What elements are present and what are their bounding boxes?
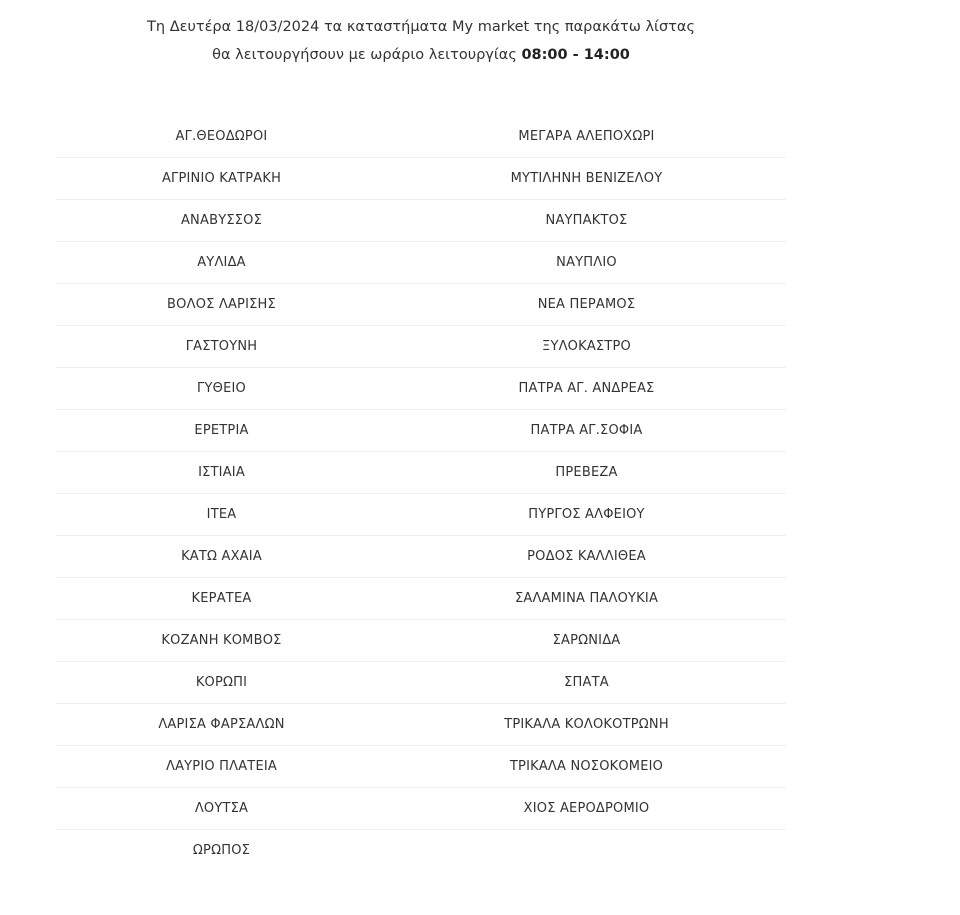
store-name: ΡΟΔΟΣ ΚΑΛΛΙΘΕΑ — [387, 536, 786, 578]
store-name: ΓΥΘΕΙΟ — [56, 368, 387, 410]
announcement-line-1: Τη Δευτέρα 18/03/2024 τα καταστήματα My market της παρακάτω λίστας — [147, 19, 695, 35]
store-name: ΓΑΣΤΟΥΝΗ — [56, 326, 387, 368]
store-name: ΩΡΩΠΟΣ — [192, 843, 251, 858]
announcement-line-2-text: θα λειτουργήσουν με ωράριο λειτουργίας — [212, 47, 522, 63]
store-name: ΜΕΓΑΡΑ ΑΛΕΠΟΧΩΡΙ — [387, 116, 786, 158]
table-row — [56, 578, 786, 620]
announcement-line-2 — [0, 41, 842, 69]
store-name: ΚΑΤΩ ΑΧΑΙΑ — [56, 536, 387, 578]
store-list-table — [56, 116, 786, 871]
store-name: ΣΑΛΑΜΙΝΑ ΠΑΛΟΥΚΙΑ — [387, 578, 786, 620]
store-name: ΚΕΡΑΤΕΑ — [56, 578, 387, 620]
table-row — [56, 662, 786, 704]
store-name: ΒΟΛΟΣ ΛΑΡΙΣΗΣ — [56, 284, 387, 326]
table-row — [56, 536, 786, 578]
store-name: ΛΑΥΡΙΟ ΠΛΑΤΕΙΑ — [56, 746, 387, 788]
store-name: ΝΑΥΠΛΙΟ — [387, 242, 786, 284]
store-name: ΚΟΡΩΠΙ — [56, 662, 387, 704]
store-name: ΤΡΙΚΑΛΑ ΚΟΛΟΚΟΤΡΩΝΗ — [387, 704, 786, 746]
store-name: ΝΕΑ ΠΕΡΑΜΟΣ — [387, 284, 786, 326]
store-name: ΙΣΤΙΑΙΑ — [56, 452, 387, 494]
table-row — [56, 704, 786, 746]
store-name: ΑΓ.ΘΕΟΔΩΡΟΙ — [56, 116, 387, 158]
store-name: ΙΤΕΑ — [56, 494, 387, 536]
store-name: ΑΓΡΙΝΙΟ ΚΑΤΡΑΚΗ — [56, 158, 387, 200]
store-name: ΣΑΡΩΝΙΔΑ — [387, 620, 786, 662]
table-row — [56, 830, 786, 872]
table-row — [56, 410, 786, 452]
store-name: ΛΑΡΙΣΑ ΦΑΡΣΑΛΩΝ — [56, 704, 387, 746]
store-name: ΠΑΤΡΑ ΑΓ. ΑΝΔΡΕΑΣ — [387, 368, 786, 410]
store-name: ΜΥΤΙΛΗΝΗ ΒΕΝΙΖΕΛΟΥ — [387, 158, 786, 200]
table-row — [56, 494, 786, 536]
store-name-empty — [387, 830, 786, 872]
store-name: ΠΥΡΓΟΣ ΑΛΦΕΙΟΥ — [387, 494, 786, 536]
store-name: ΠΡΕΒΕΖΑ — [387, 452, 786, 494]
table-row — [56, 158, 786, 200]
table-row — [56, 116, 786, 158]
table-row — [56, 368, 786, 410]
table-row — [56, 242, 786, 284]
table-row — [56, 746, 786, 788]
table-row — [56, 284, 786, 326]
store-name: ΕΡΕΤΡΙΑ — [56, 410, 387, 452]
table-row — [56, 200, 786, 242]
table-row — [56, 326, 786, 368]
store-name: ΑΝΑΒΥΣΣΟΣ — [56, 200, 387, 242]
store-name: ΧΙΟΣ ΑΕΡΟΔΡΟΜΙΟ — [387, 788, 786, 830]
store-name: ΛΟΥΤΣΑ — [56, 788, 387, 830]
table-row — [56, 620, 786, 662]
store-name: ΞΥΛΟΚΑΣΤΡΟ — [387, 326, 786, 368]
store-name: ΠΑΤΡΑ ΑΓ.ΣΟΦΙΑ — [387, 410, 786, 452]
store-name: ΤΡΙΚΑΛΑ ΝΟΣΟΚΟΜΕΙΟ — [387, 746, 786, 788]
store-name: ΝΑΥΠΑΚΤΟΣ — [387, 200, 786, 242]
table-row — [56, 788, 786, 830]
opening-hours: 08:00 - 14:00 — [521, 47, 630, 63]
store-name: ΚΟΖΑΝΗ ΚΟΜΒΟΣ — [56, 620, 387, 662]
announcement-text — [0, 13, 842, 69]
store-name: ΣΠΑΤΑ — [387, 662, 786, 704]
table-row — [56, 452, 786, 494]
store-name: ΑΥΛΙΔΑ — [56, 242, 387, 284]
